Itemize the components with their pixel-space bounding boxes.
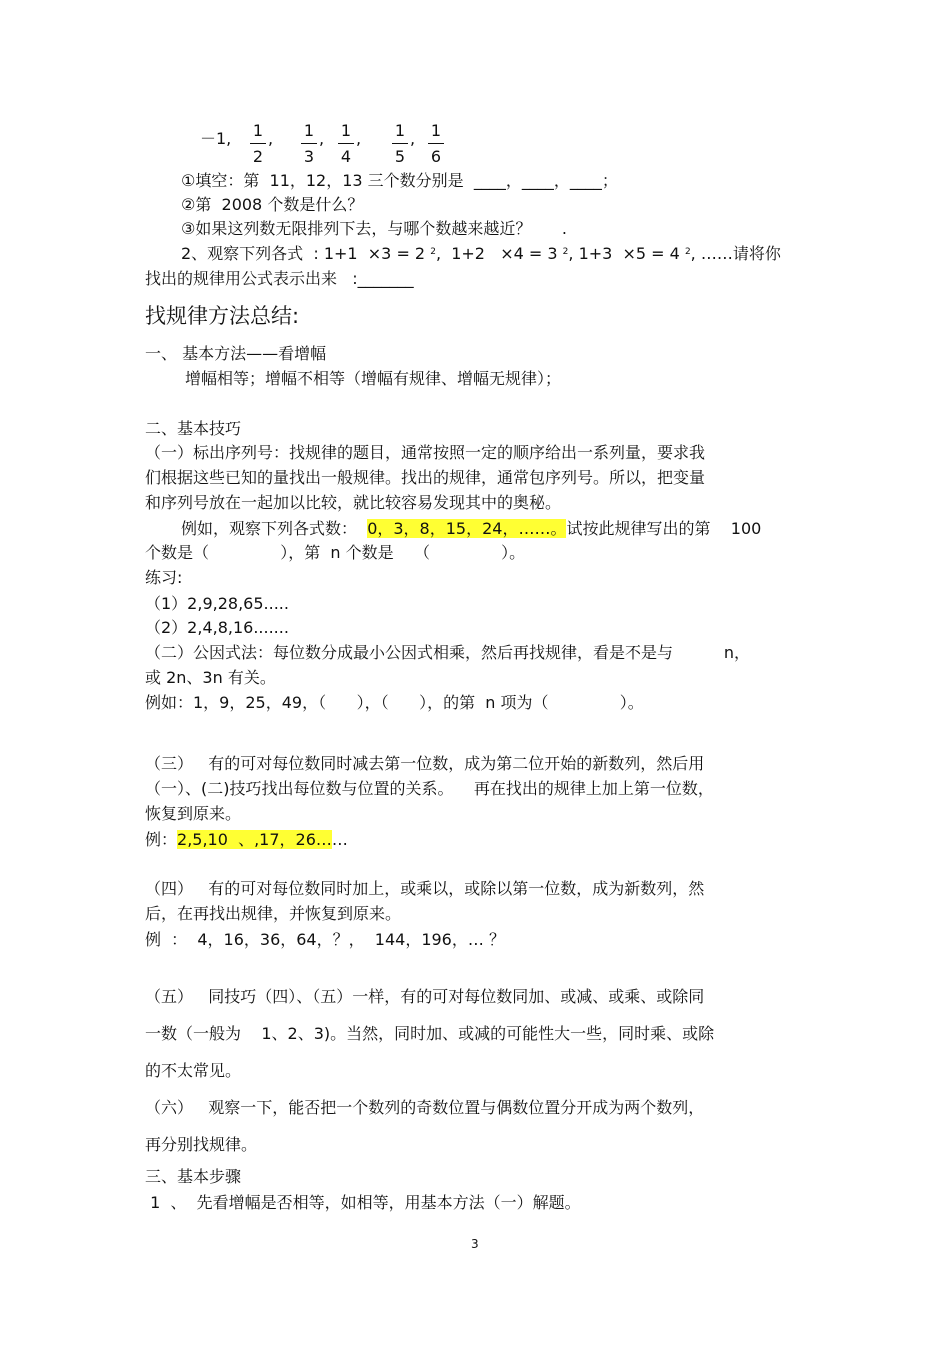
fraction-denominator: 5 [394,147,406,166]
example-2-text: , 1+3 ×5 = 4 [568,244,685,263]
question-limit: ③如果这列数无限排列下去，与哪个数越来越近？ . [181,219,567,238]
example-text: … [331,830,348,849]
technique-3-line-3: 恢复到原来。 [145,804,242,823]
technique-5-line-3: 的不太常见。 [145,1061,242,1080]
section-2-title: 二、基本技巧 [145,419,242,438]
fraction-2 [301,121,317,167]
fraction-4 [392,121,408,167]
technique-2-line-2: 或 2n、3n 有关。 [145,668,276,687]
technique-1-line-3: 和序列号放在一起加以比较，就比较容易发现其中的奥秘。 [145,493,562,512]
step-1: 1 、 先看增幅是否相等，如相等，用基本方法（一）解题。 [145,1193,581,1212]
section-1-body: 增幅相等；增幅不相等（增幅有规律、增幅无规律）； [185,369,562,388]
technique-1-example-line-2: 个数是（ ），第 n 个数是 （ ）。 [145,543,526,562]
page-number: 3 [471,1237,479,1251]
example-2-text: 2、观察下列各式 : 1+1 ×3 = 2 [181,244,431,263]
technique-2-line-1: （二）公因式法：每位数分成最小公因式相乘，然后再找规律，看是不是与 n， [145,643,751,662]
fraction-denominator: 2 [252,147,264,166]
question-2008th: ②第 2008 个数是什么？ [181,195,364,214]
example-2-text: , 1+2 ×4 = 3 [435,244,563,263]
technique-1-example [181,518,761,540]
practice-label: 练习: [145,568,183,587]
technique-6-line-2: 再分别找规律。 [145,1135,258,1154]
fraction-denominator: 3 [303,147,315,166]
technique-5-line-1: （五） 同技巧（四）、（五）一样，有的可对每位数同加、或减、或乘、或除同 [145,987,705,1006]
example-2-text: , ……请将你 [690,244,781,263]
highlighted-sequence: 0，3，8，15，24，……。 [367,519,567,538]
sequence-first-term: －1, [200,129,232,148]
technique-4-line-2: 后，在再找出规律，并恢复到原来。 [145,904,402,923]
fraction-3 [338,121,354,167]
fraction-comma: , [268,129,274,148]
section-heading: 找规律方法总结: [145,304,300,328]
technique-3-line-1: （三） 有的可对每位数同时减去第一位数，成为第二位开始的新数列，然后用 [145,754,705,773]
fraction-denominator: 6 [430,147,442,166]
fraction-numerator: 1 [430,121,442,140]
fraction-comma: , [356,129,362,148]
technique-2-example: 例如：1，9，25，49，（ ），（ ），的第 n 项为（ ）。 [145,693,644,712]
example-text: 试按此规律写出的第 100 [566,519,762,538]
technique-4-example: 例 ： 4，16，36，64，？， 144，196，… ？ [145,930,505,949]
technique-5-line-2: 一数（一般为 1、2、3)。当然，同时加、或减的可能性大一些，同时乘、或除 [145,1024,715,1043]
technique-6-line-1: （六） 观察一下，能否把一个数列的奇数位置与偶数位置分开成为两个数列， [145,1098,705,1117]
fraction-5 [428,121,444,167]
technique-3-line-2: （一）、(二)技巧找出每位数与位置的关系。 再在找出的规律上加上第一位数， [145,779,714,798]
fraction-comma: , [319,129,325,148]
fraction-numerator: 1 [303,121,315,140]
fraction-comma: , [410,129,416,148]
fraction-numerator: 1 [340,121,352,140]
practice-2: （2）2,4,8,16....... [145,618,289,637]
exponent: 2 [430,247,436,257]
fraction-denominator: 4 [340,147,352,166]
example-2-line-2: 找出的规律用公式表示出来 :_______ [145,269,414,288]
technique-4-line-1: （四） 有的可对每位数同时加上，或乘以，或除以第一位数，成为新数列，然 [145,879,705,898]
technique-1-line-2: 们根据这些已知的量找出一般规律。找出的规律，通常包序列号。所以，把变量 [145,468,706,487]
section-1-title: 一、 基本方法——看增幅 [145,344,327,363]
example-label: 例： [145,830,178,849]
example-text: 例如，观察下列各式数： [181,519,368,538]
fraction-numerator: 1 [394,121,406,140]
question-fill-in: ①填空：第 11，12，13 三个数分别是 ____，____，____； [181,171,618,190]
exponent: 2 [562,247,569,257]
technique-1-line-1: （一）标出序列号：找规律的题目，通常按照一定的顺序给出一系列量，要求我 [145,443,706,462]
practice-1: （1）2,9,28,65..... [145,594,289,613]
fraction-numerator: 1 [252,121,264,140]
highlighted-sequence: 2,5,10 、,17，26… [177,830,332,849]
technique-3-example [145,829,348,851]
section-3-title: 三、基本步骤 [145,1167,242,1186]
example-2-line-1 [181,243,781,265]
fraction-1 [250,121,266,167]
exponent: 2 [684,247,691,257]
